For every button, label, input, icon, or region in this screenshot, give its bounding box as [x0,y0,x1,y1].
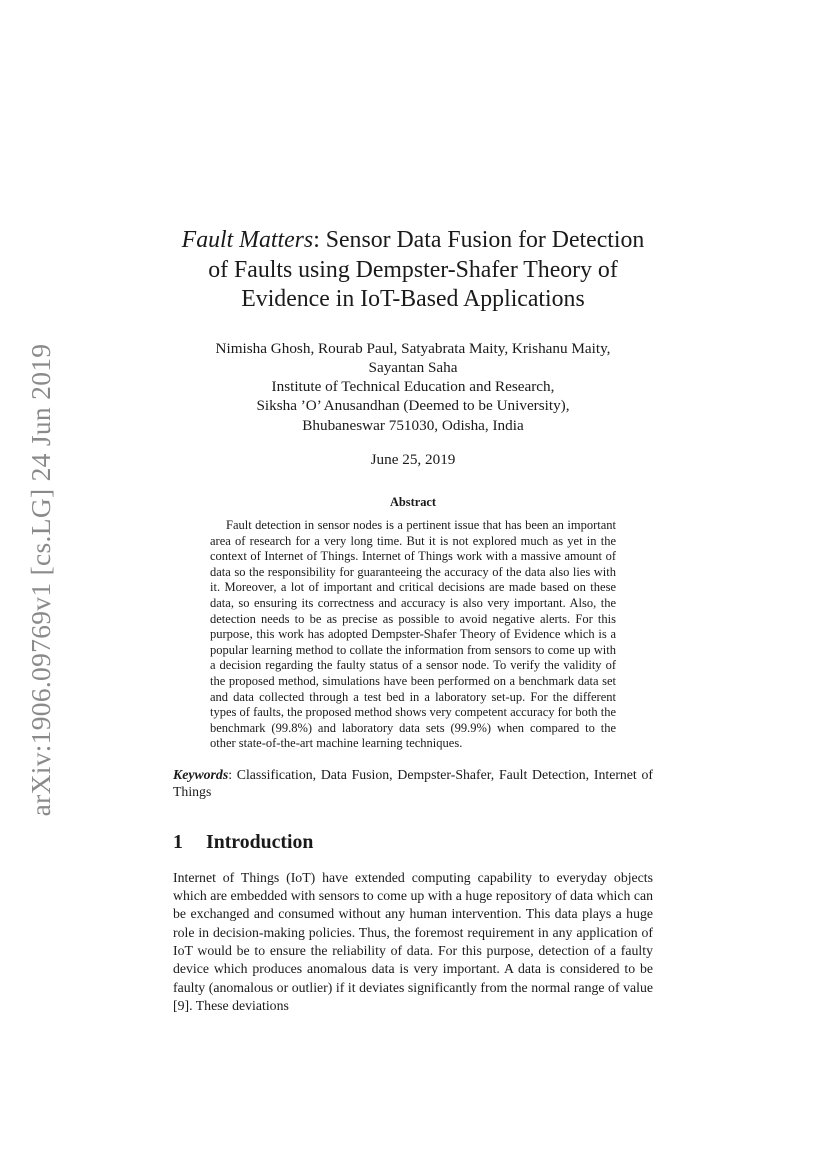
paper-title [173,226,653,315]
paper-date: June 25, 2019 [370,450,456,468]
abstract-body: Fault detection in sensor nodes is a pertinent issue that has been an important area of research for a very long time. But it is not explored much as yet in the context of Internet of Things. Internet of Things work with a massive amount of data so the responsibility for guaranteeing the accuracy of the data also lies with it. Moreover, a lot of important and critical decisions are made based on these data, so ensuring its correctness and accuracy is also very important. Also, the detection needs to be as precise as possible to avoid negative alerts. For this purpose, this work has adopted Dempster-Shafer Theory of Evidence which is a popular learning method to collate the information from sensors to come up with a decision regarding the faulty status of a sensor node. To verify the validity of the proposed method, simulations have been performed on a benchmark data set and data collected through a test bed in a laboratory set-up. For the different types of faults, the proposed method shows very competent accuracy for both the benchmark (99.8%) and laboratory data sets (99.9%) when compared to the other state-of-the-art machine learning techniques. [210,517,616,751]
section-title: Introduction [206,830,314,853]
keywords [173,766,653,800]
arxiv-identifier-text: arXiv:1906.09769v1 [cs.LG] 24 Jun 2019 [25,343,56,817]
paper-title-rest: : Sensor Data Fusion for Detection of Faults using Dempster-Shafer Theory of Evidence in IoT-Based Applications [208,227,645,312]
author-names-line-1: Nimisha Ghosh, Rourab Paul, Satyabrata Maity, Krishanu Maity, [215,339,611,357]
keywords-label: Keywords [173,766,229,782]
introduction-paragraph: Internet of Things (IoT) have extended computing capability to everyday objects which are embedded with sensors to come up with a huge repository of data which can be exchanged and consumed without any human intervention. This data plays a huge role in decision-making policies. Thus, the foremost requirement in any application of IoT would be to ensure the reliability of data. For this purpose, detection of a faulty device which produces anomalous data is very important. A data is considered to be faulty (anomalous or outlier) if it deviates significantly from the normal range of value [9]. These deviations [173,869,653,1013]
paper-title-italic: Fault Matters [181,227,314,253]
section-number: 1 [173,830,183,853]
author-institute: Institute of Technical Education and Research, [271,378,555,396]
author-block [173,339,653,435]
keywords-text: : Classification, Data Fusion, Dempster-Shafer, Fault Detection, Internet of Things [173,766,653,799]
author-names-line-2: Sayantan Saha [368,358,458,376]
arxiv-identifier-stamp [21,340,61,820]
author-location: Bhubaneswar 751030, Odisha, India [302,416,524,434]
abstract-heading: Abstract [389,494,437,509]
paper-page [173,226,653,1015]
author-university: Siksha ’O’ Anusandhan (Deemed to be University), [256,397,570,415]
section-heading-introduction [173,831,653,854]
